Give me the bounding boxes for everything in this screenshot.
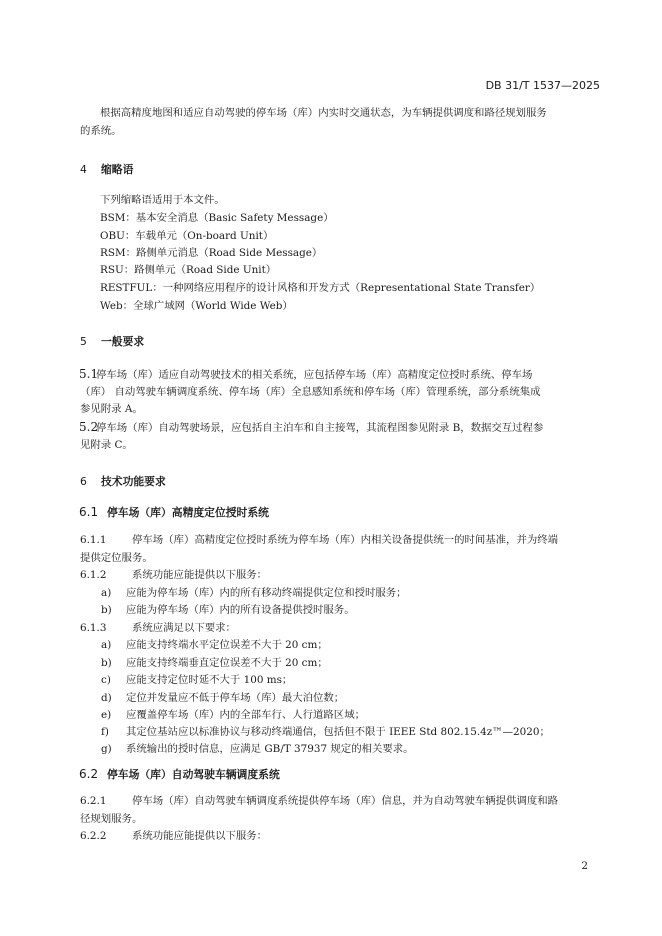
list-item xyxy=(101,655,328,672)
list-item xyxy=(101,585,407,602)
section-number: 6 xyxy=(80,475,87,488)
list-marker: d) xyxy=(101,692,112,704)
list-marker: g) xyxy=(101,743,112,755)
clause-text: 停车场（库）自动驾驶车辆调度系统提供停车场（库）信息，并为自动驾驶车辆提供调度和路 xyxy=(132,795,559,807)
clause-6-1-3 xyxy=(80,620,236,637)
clause-text: 系统功能应能提供以下服务： xyxy=(132,569,268,581)
subsection-title: 停车场（库）自动驾驶车辆调度系统 xyxy=(107,768,280,781)
section-title: 一般要求 xyxy=(101,335,145,348)
list-item xyxy=(101,637,328,654)
subsection-6-1-heading xyxy=(79,505,269,520)
list-text: 应能支持定位时延不大于 100 ms； xyxy=(126,674,293,686)
clause-number: 6.2.2 xyxy=(80,830,107,842)
abbreviation-item: Web：全球广域网（World Wide Web） xyxy=(100,300,293,312)
list-item xyxy=(101,690,344,707)
list-item xyxy=(101,741,414,758)
subsection-number: 6.2 xyxy=(79,767,99,781)
list-marker: e) xyxy=(101,709,112,721)
list-marker: c) xyxy=(101,674,111,686)
clause-line: 提供定位服务。 xyxy=(80,552,153,564)
subsection-title: 停车场（库）高精度定位授时系统 xyxy=(107,506,269,519)
list-text: 系统输出的授时信息，应满足 GB/T 37937 规定的相关要求。 xyxy=(126,743,414,755)
clause-line: 见附录 C。 xyxy=(80,439,133,451)
clause-line: 径规划服务。 xyxy=(80,813,143,825)
clause-text: 停车场（库）高精度定位授时系统为停车场（库）内相关设备提供统一的时间基准，并为终端 xyxy=(132,534,559,546)
clause-number: 6.2.1 xyxy=(80,795,107,807)
clause-line: （库） 自动驾驶车辆调度系统、停车场（库）全息感知系统和停车场（库）管理系统，部分系统集成 xyxy=(80,386,541,398)
clause-6-2-2 xyxy=(80,828,267,845)
section-4-heading xyxy=(80,162,133,177)
clause-number: 5.1 xyxy=(79,367,99,381)
section-5-heading xyxy=(80,334,144,349)
list-item xyxy=(101,707,365,724)
section-title: 缩略语 xyxy=(101,163,134,176)
clause-number: 5.2 xyxy=(79,420,99,434)
section-number: 5 xyxy=(80,335,87,348)
list-marker: a) xyxy=(101,639,112,651)
clause-text: 系统功能应能提供以下服务： xyxy=(132,830,268,842)
abbreviation-item: RSU：路侧单元（Road Side Unit） xyxy=(100,264,277,276)
list-marker: a) xyxy=(101,587,112,599)
clause-6-1-1 xyxy=(80,532,558,549)
definition-line-1: 根据高精度地图和适应自动驾驶的停车场（库）内实时交通状态，为车辆提供调度和路径规划服务 xyxy=(100,107,547,119)
clause-6-2-1 xyxy=(80,793,558,810)
list-item xyxy=(101,602,355,619)
list-text: 应能为停车场（库）内的所有设备提供授时服务。 xyxy=(126,604,355,616)
subsection-6-2-heading xyxy=(79,767,280,782)
list-text: 应能支持终端水平定位误差不大于 20 cm； xyxy=(126,639,328,651)
clause-number: 6.1.1 xyxy=(80,534,107,546)
clause-text: 停车场（库）适应自动驾驶技术的相关系统，应包括停车场（库）高精度定位授时系统、停车场 xyxy=(96,369,533,381)
section-title: 技术功能要求 xyxy=(101,475,166,488)
list-text: 应覆盖停车场（库）内的全部车行、人行道路区域； xyxy=(126,709,365,721)
list-text: 其定位基站应以标准协议与移动终端通信，包括但不限于 IEEE Std 802.15.4z™—2020； xyxy=(126,726,550,738)
list-marker: b) xyxy=(101,604,112,616)
list-item xyxy=(101,724,550,741)
definition-line-2: 的系统。 xyxy=(80,125,122,137)
list-marker: f) xyxy=(101,726,109,738)
clause-text: 停车场（库）自动驾驶场景，应包括自主泊车和自主接驾，其流程图参见附录 B，数据交互过程参 xyxy=(96,422,544,434)
list-marker: b) xyxy=(101,657,112,669)
abbreviation-item: RSM：路侧单元消息（Road Side Message） xyxy=(100,247,323,259)
list-item xyxy=(101,672,292,689)
clause-5-1 xyxy=(79,366,532,384)
subsection-number: 6.1 xyxy=(79,505,99,519)
abbreviation-intro: 下列缩略语适用于本文件。 xyxy=(100,194,225,206)
clause-number: 6.1.3 xyxy=(80,622,107,634)
list-text: 应能为停车场（库）内的所有移动终端提供定位和授时服务； xyxy=(126,587,407,599)
abbreviation-item: BSM：基本安全消息（Basic Safety Message） xyxy=(100,212,334,224)
section-6-heading xyxy=(80,474,166,489)
clause-5-2 xyxy=(79,419,543,437)
clause-line: 参见附录 A。 xyxy=(80,403,143,415)
document-code: DB 31/T 1537—2025 xyxy=(485,79,600,92)
page-number: 2 xyxy=(581,860,588,872)
abbreviation-item: RESTFUL：一种网络应用程序的设计风格和开发方式（Representational State Transfer） xyxy=(100,282,541,294)
list-text: 应能支持终端垂直定位误差不大于 20 cm； xyxy=(126,657,328,669)
clause-number: 6.1.2 xyxy=(80,569,107,581)
list-text: 定位并发量应不低于停车场（库）最大泊位数； xyxy=(126,692,345,704)
abbreviation-item: OBU：车载单元（On-board Unit） xyxy=(100,230,274,242)
section-number: 4 xyxy=(80,163,87,176)
clause-6-1-2 xyxy=(80,567,267,584)
clause-text: 系统应满足以下要求： xyxy=(132,622,236,634)
